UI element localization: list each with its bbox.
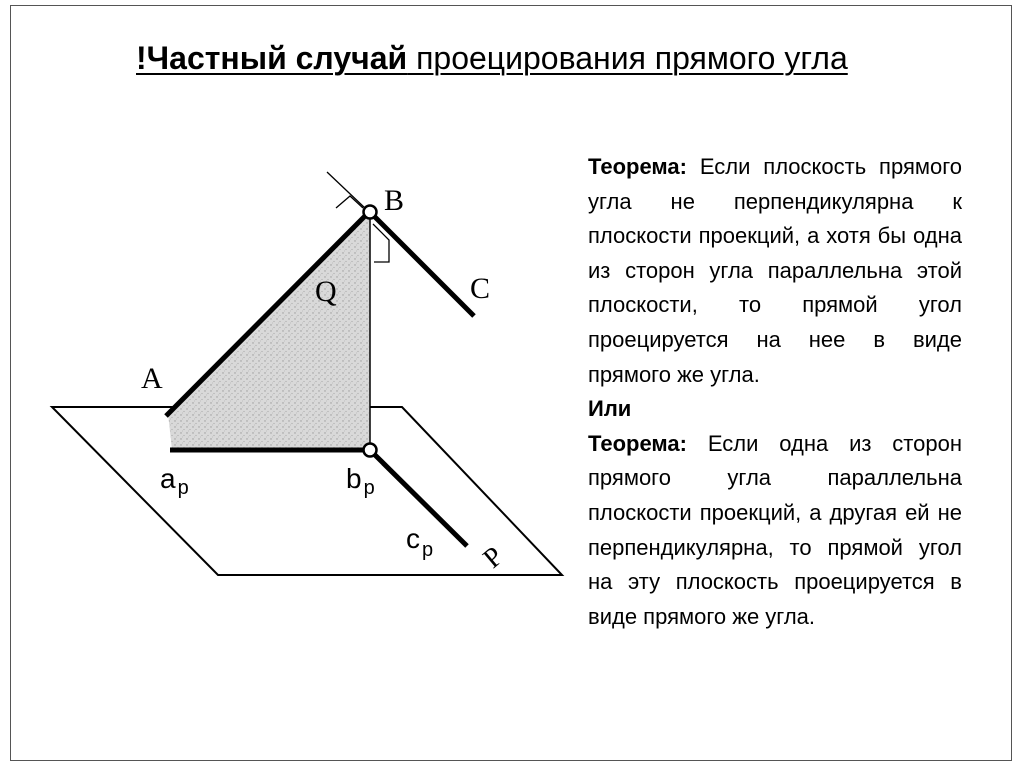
point-bp [364,444,377,457]
theorem-2-label: Теорема: [588,430,687,456]
perpendicular-line-b [327,172,366,209]
label-p: P [477,540,510,575]
label-cp: c $_p$ [406,523,434,561]
or-label: Или [588,396,632,422]
theorem-1-text: Если плоскость прямого угла не перпендикулярна к плоскости проекций, а хотя бы одна из сторон угла параллельна этой плоскости, то прямой угол проецируется на нее в виде прямого же угла. [588,154,962,387]
projection-bp-cp [374,454,467,546]
label-b: B [384,184,405,217]
theorem-1 [588,150,962,392]
side-bc [375,217,474,316]
theorem-text-block [588,150,962,634]
theorem-2 [588,427,962,635]
label-c: C [470,272,491,305]
label-a: A [141,362,163,395]
title-bold-part: !Частный случай [136,40,408,76]
plane-q-shading [168,212,370,450]
point-b [364,206,377,219]
theorem-2-text: Если одна из сторон прямого угла параллельна плоскости проекций, а другая ей не перпендикулярна, то прямой угол на эту плоскость проецируется в виде прямого же угла. [588,430,962,629]
label-q: Q [315,275,337,308]
title-rest-part: проецирования прямого угла [407,40,848,76]
label-ap: a $_p$ [160,463,189,499]
theorem-1-label: Теорема: [588,154,687,179]
label-bp: b $_p$ [346,463,375,499]
